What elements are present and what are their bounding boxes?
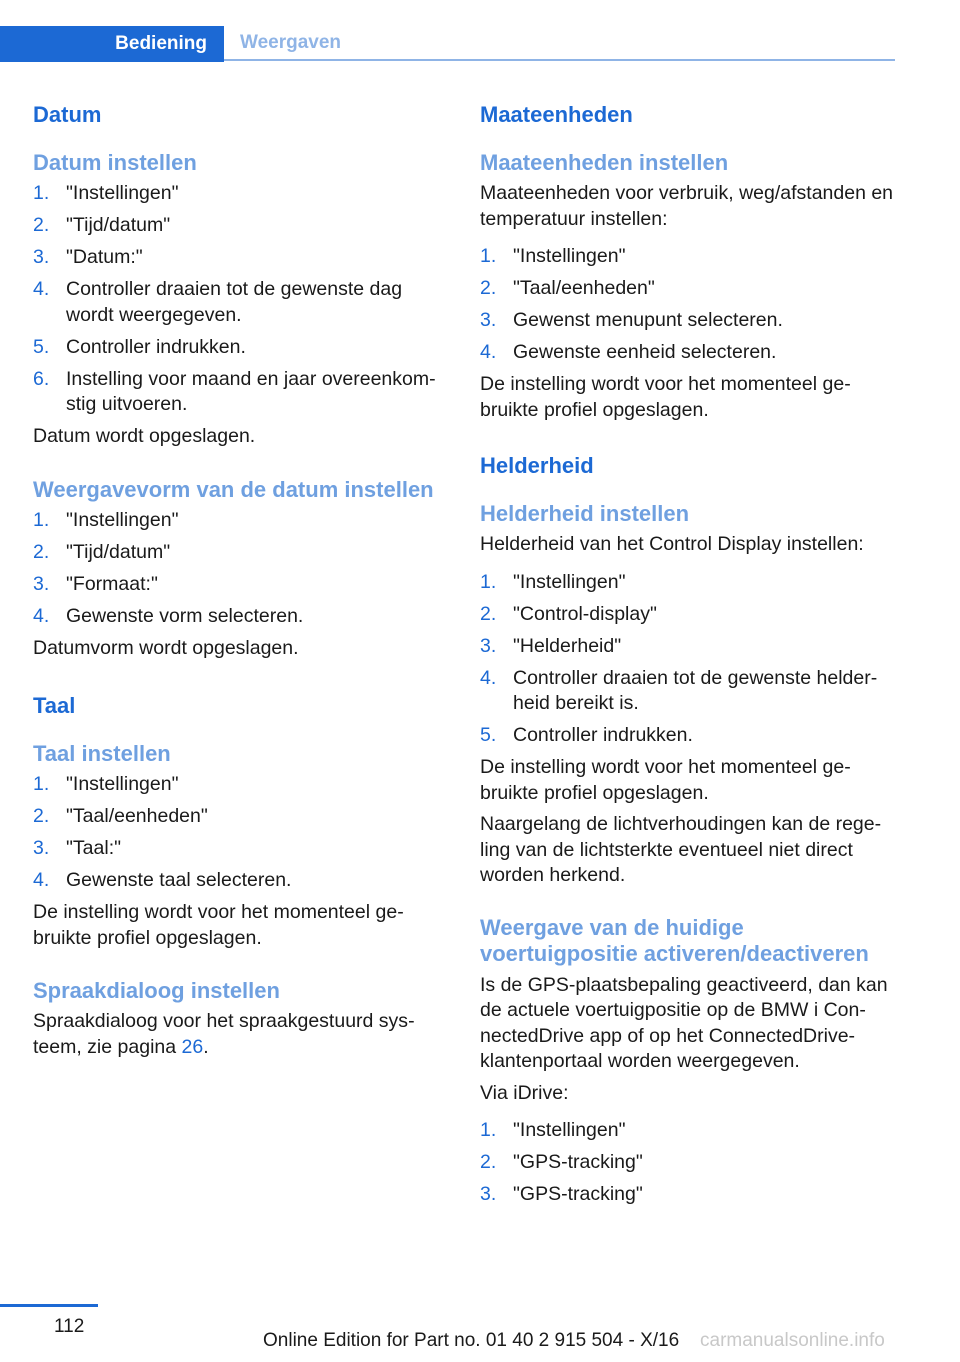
step-number: 1. [480,1119,497,1141]
step-number: 6. [33,367,50,390]
intro-text: Maateenheden voor verbruik, weg/afstanden en temperatuur instellen: [480,182,894,230]
list-item: 2. "Taal/eenheden" [33,804,445,830]
list-item: 1. "Instellingen" [33,181,445,207]
list-item: 3. "Helderheid" [480,634,895,660]
list-item: 1. "Instellingen" [33,508,445,534]
left-column [33,100,445,1060]
step-number: 1. [33,773,50,795]
tab-bediening[interactable]: Bediening [0,26,224,62]
step-number: 2. [480,1151,497,1173]
step-number: 3. [480,1183,497,1205]
right-column [480,100,895,1214]
list-item: 3. "Formaat:" [33,572,445,598]
step-number: 1. [480,245,497,267]
edition-text: Online Edition for Part no. 01 40 2 915 504 - X/16 [263,1330,680,1351]
tab-weergaven[interactable]: Weergaven [240,32,342,53]
intro-text: Is de GPS-plaatsbepaling geactiveerd, dan kan de actuele voertuigpositie op de BMW i ConnectedDrive app of op het ConnectedDrive-klantenportaal worden weergegeven. [480,973,888,1072]
step-number: 4. [480,666,497,689]
page-number: 112 [54,1316,85,1337]
result-text: Datum wordt opgeslagen. [33,425,256,447]
section-heading-maateenheden: Maateenheden [480,102,633,127]
subheading-weergavevorm: Weergavevorm van de datum instellen [33,476,434,502]
list-item: 4. Gewenste taal selecteren. [33,868,445,894]
steps-maateenheden [480,244,895,366]
list-item: 1. "Instellingen" [480,570,895,596]
section-heading-datum: Datum [33,102,102,127]
list-item: 3. Gewenst menupunt selecteren. [480,308,895,334]
step-number: 4. [33,604,50,627]
intro-text: Helderheid van het Control Display instellen: [480,533,864,555]
step-number: 3. [480,634,497,657]
step-number: 2. [33,214,50,236]
list-item: 3. "GPS-tracking" [480,1182,895,1208]
result-text: Datumvorm wordt opgeslagen. [33,636,299,659]
step-number: 2. [480,602,497,625]
list-item: 1. "Instellingen" [33,772,445,798]
step-number: 3. [33,246,50,268]
list-item: 3. "Taal:" [33,836,445,862]
steps-weergavevorm [33,508,445,630]
subheading-taal-instellen: Taal instellen [33,741,171,766]
header-divider [224,59,895,61]
step-number: 1. [480,570,497,593]
list-item: 4. Gewenste vorm selecteren. [33,604,445,630]
subheading-helderheid-instellen: Helderheid instellen [480,501,690,526]
step-number: 3. [33,837,50,859]
list-item: 4. Gewenste eenheid selecteren. [480,340,895,366]
list-item: 2. "Tijd/datum" [33,213,445,239]
list-item: 3. "Datum:" [33,245,445,271]
section-heading-helderheid: Helderheid [480,453,594,478]
footer-divider [0,1304,98,1307]
list-item: 1. "Instellingen" [480,1118,895,1144]
step-number: 2. [33,540,50,563]
steps-datum-instellen [33,181,445,418]
top-navigation [0,26,895,62]
step-number: 3. [33,572,50,595]
steps-helderheid [480,570,895,749]
step-number: 1. [33,182,50,204]
step-number: 5. [480,724,497,746]
list-item: 1. "Instellingen" [480,244,895,270]
list-item: 2. "Control-display" [480,602,895,628]
step-number: 4. [480,341,497,363]
list-item: 6. Instelling voor maand en jaar overeenkomstig uitvoeren. [33,367,436,415]
list-item: 2. "Tijd/datum" [33,540,445,566]
list-item: 5. Controller indrukken. [33,335,445,361]
result-text: De instelling wordt voor het momenteel gebruikte profiel opgeslagen. [480,756,851,804]
subheading-maateenheden-instellen: Maateenheden instellen [480,150,729,175]
subheading-spraakdialoog: Spraakdialoog instellen [33,978,280,1003]
result-text: De instelling wordt voor het momenteel gebruikte profiel opgeslagen. [33,901,404,949]
step-number: 2. [480,277,497,299]
list-item: 2. "GPS-tracking" [480,1150,895,1176]
step-number: 1. [33,508,50,531]
watermark: carmanualsonline.info [700,1330,885,1351]
steps-gps [480,1118,895,1208]
list-item: 5. Controller indrukken. [480,723,895,749]
section-heading-taal: Taal [33,693,76,718]
step-number: 3. [480,309,497,331]
spraakdialoog-text: Spraakdialoog voor het spraakgestuurd systeem, zie pagina 26. [33,1010,415,1058]
via-text: Via iDrive: [480,1081,569,1104]
list-item: 2. "Taal/eenheden" [480,276,895,302]
list-item: 4. Controller draaien tot de gewenste dag wordt weergegeven. [33,278,403,326]
result-text: De instelling wordt voor het momenteel gebruikte profiel opgeslagen. [480,373,851,421]
page-link[interactable]: 26 [181,1035,204,1058]
subheading-datum-instellen: Datum instellen [33,150,197,175]
subheading-gps-weergave: Weergave van de huidige voertuigpositie activeren/deactiveren [480,914,869,966]
step-number: 2. [33,805,50,827]
note-text: Naargelang de lichtverhoudingen kan de regeling van de lichtsterkte eventueel niet direct worden herkend. [480,813,882,886]
steps-taal-instellen [33,772,445,894]
list-item: 4. Controller draaien tot de gewenste helderheid bereikt is. [480,666,878,714]
step-number: 5. [33,335,50,358]
step-number: 4. [33,278,50,300]
step-number: 4. [33,869,50,891]
